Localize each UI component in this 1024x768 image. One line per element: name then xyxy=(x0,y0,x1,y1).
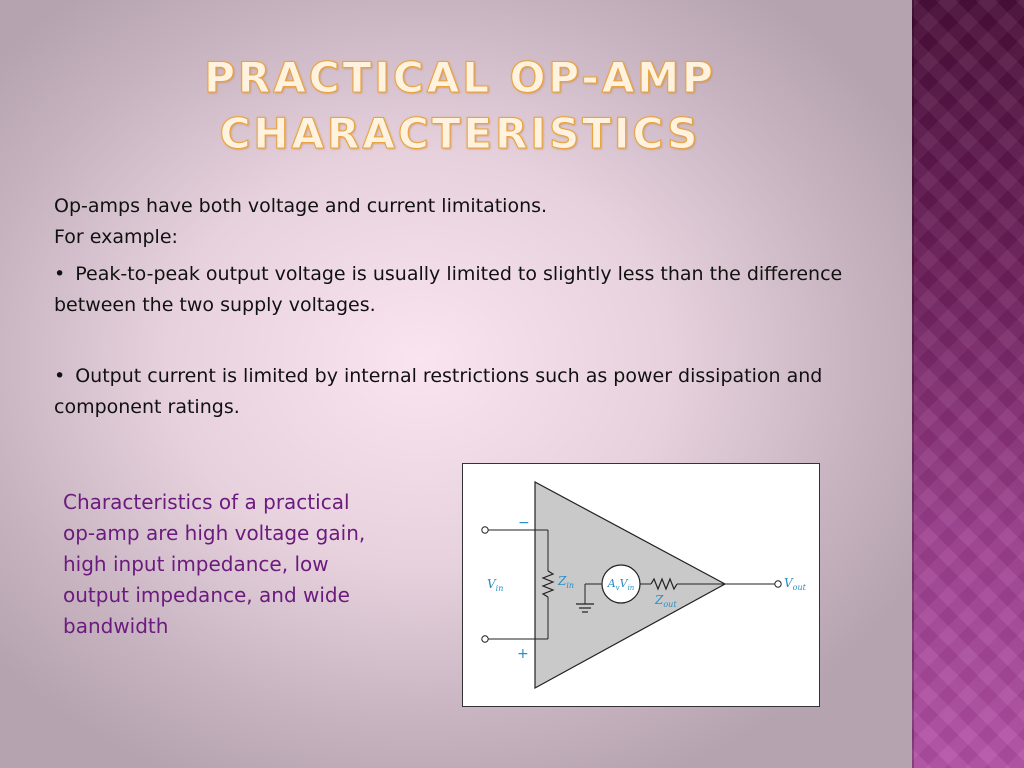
slide-title: PRACTICAL OP-AMP CHARACTERISTICS xyxy=(204,53,716,158)
characteristics-note: Characteristics of a practical op-amp are high voltage gain, high input impedance, low output impedance, and wide bandwidth xyxy=(63,490,366,638)
bullet-voltage-limit xyxy=(54,259,884,321)
zin-main: Z xyxy=(558,574,567,588)
source-sub-1: v xyxy=(615,584,620,592)
non-inverting-input-terminal xyxy=(482,636,488,642)
intro-line-2: For example: xyxy=(54,226,178,248)
bullet-text: Peak-to-peak output voltage is usually limited to slightly less than the difference between the two supply voltages. xyxy=(54,263,843,316)
plus-sign: + xyxy=(517,646,529,662)
vin-label xyxy=(487,577,503,593)
vin-main: V xyxy=(487,577,496,591)
vout-main: V xyxy=(784,576,793,590)
inverting-input-terminal xyxy=(482,527,488,533)
intro-text xyxy=(54,191,884,253)
vout-sub: out xyxy=(792,583,806,592)
vout-label xyxy=(784,576,807,592)
op-amp-svg xyxy=(463,464,819,706)
source-main-2: V xyxy=(619,577,628,590)
zout-main: Z xyxy=(655,593,664,607)
intro-line-1: Op-amps have both voltage and current limitations. xyxy=(54,195,548,217)
bullet-marker: • xyxy=(54,263,66,285)
bullet-text: Output current is limited by internal restrictions such as power dissipation and component ratings. xyxy=(54,365,823,418)
source-main-1: A xyxy=(607,577,616,590)
op-amp-diagram xyxy=(462,463,820,707)
bullet-current-limit xyxy=(54,361,884,423)
zin-sub: in xyxy=(566,581,575,590)
vin-sub: in xyxy=(495,584,504,593)
decorative-side-bar xyxy=(912,0,1024,768)
bullet-marker: • xyxy=(54,365,66,387)
minus-sign: − xyxy=(518,515,530,531)
source-sub-2: in xyxy=(627,584,635,592)
output-terminal xyxy=(775,581,781,587)
zout-sub: out xyxy=(663,600,677,609)
